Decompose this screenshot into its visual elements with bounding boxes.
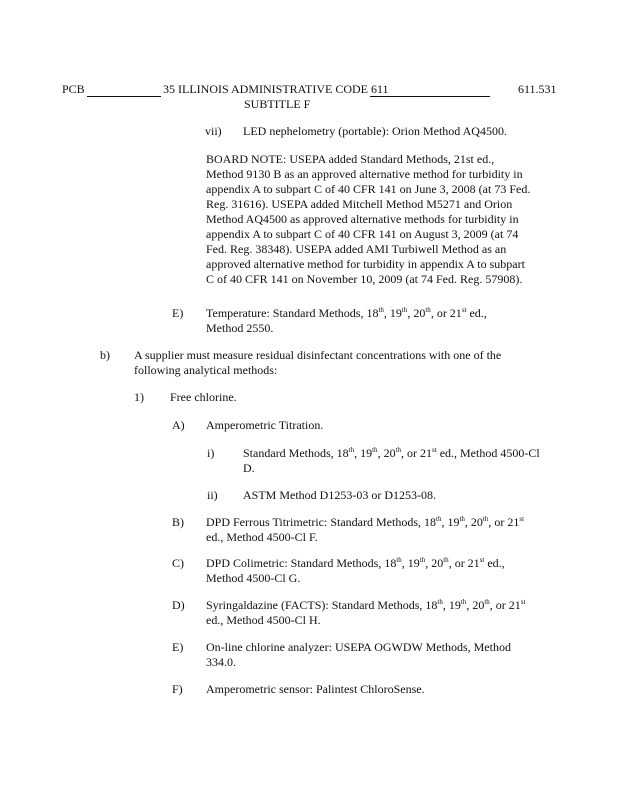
item-F-text: Amperometric sensor: Palintest ChloroSense. bbox=[206, 682, 425, 696]
item-F-label: F) bbox=[172, 682, 183, 696]
item-A-i-label: i) bbox=[207, 446, 215, 460]
item-D-text: Syringaldazine (FACTS): Standard Methods, 18th, 19th, 20th, or 21st ed., Method 4500-Cl H. bbox=[206, 598, 526, 627]
board-note: BOARD NOTE: USEPA added Standard Methods, 21st ed., Method 9130 B as an approved alternative method for turbidity in appendix A to subpart C of 40 CFR 141 on June 3, 2008 (at 73 Fed. Reg. 31616). USEPA added Mitchell Method M5271 and Orion Method AQ4500 as approved alternative methods for turbidity in appendix A to subpart C of 40 CFR 141 on August 3, 2009 (at 74 Fed. Reg. 38348). USEPA added AMI Turbiwell Method as an approved alternative method for turbidity in appendix A to subpart C of 40 CFR 141 on November 10, 2009 (at 74 Fed. Reg. 57908). bbox=[206, 152, 531, 286]
item-B-text: DPD Ferrous Titrimetric: Standard Methods, 18th, 19th, 20th, or 21st ed., Method 4500-Cl F. bbox=[206, 515, 525, 544]
header-rule-right bbox=[370, 96, 490, 97]
header-title: 35 ILLINOIS ADMINISTRATIVE CODE 611 bbox=[163, 82, 389, 96]
item-vii-label: vii) bbox=[205, 124, 222, 138]
item-vii-text: LED nephelometry (portable): Orion Method AQ4500. bbox=[243, 124, 507, 138]
item-E-temp-text: Temperature: Standard Methods, 18th, 19th, 20th, or 21st ed., Method 2550. bbox=[206, 306, 487, 335]
header-subtitle: SUBTITLE F bbox=[244, 97, 311, 111]
item-B-label: B) bbox=[172, 515, 184, 529]
item-b-label: b) bbox=[100, 348, 110, 362]
item-D-label: D) bbox=[172, 598, 185, 612]
item-A-ii-text: ASTM Method D1253-03 or D1253-08. bbox=[243, 488, 436, 502]
item-C-label: C) bbox=[172, 556, 184, 570]
header-section: 611.531 bbox=[518, 82, 557, 96]
item-A-i-text: Standard Methods, 18th, 19th, 20th, or 21st ed., Method 4500-Cl D. bbox=[243, 446, 540, 475]
item-1-label: 1) bbox=[134, 390, 144, 404]
header-rule-left bbox=[87, 96, 161, 97]
item-A-text: Amperometric Titration. bbox=[206, 418, 324, 432]
header-left: PCB bbox=[62, 82, 85, 96]
item-1-text: Free chlorine. bbox=[170, 390, 237, 404]
item-E-text: On-line chlorine analyzer: USEPA OGWDW Methods, Method 334.0. bbox=[206, 640, 511, 669]
item-C-text: DPD Colimetric: Standard Methods, 18th, 19th, 20th, or 21st ed., Method 4500-Cl G. bbox=[206, 556, 505, 585]
item-A-label: A) bbox=[172, 418, 185, 432]
item-b-text: A supplier must measure residual disinfectant concentrations with one of the following analytical methods: bbox=[134, 348, 502, 377]
item-A-ii-label: ii) bbox=[207, 488, 218, 502]
item-E-temp-label: E) bbox=[172, 306, 184, 320]
item-E-label: E) bbox=[172, 640, 184, 654]
